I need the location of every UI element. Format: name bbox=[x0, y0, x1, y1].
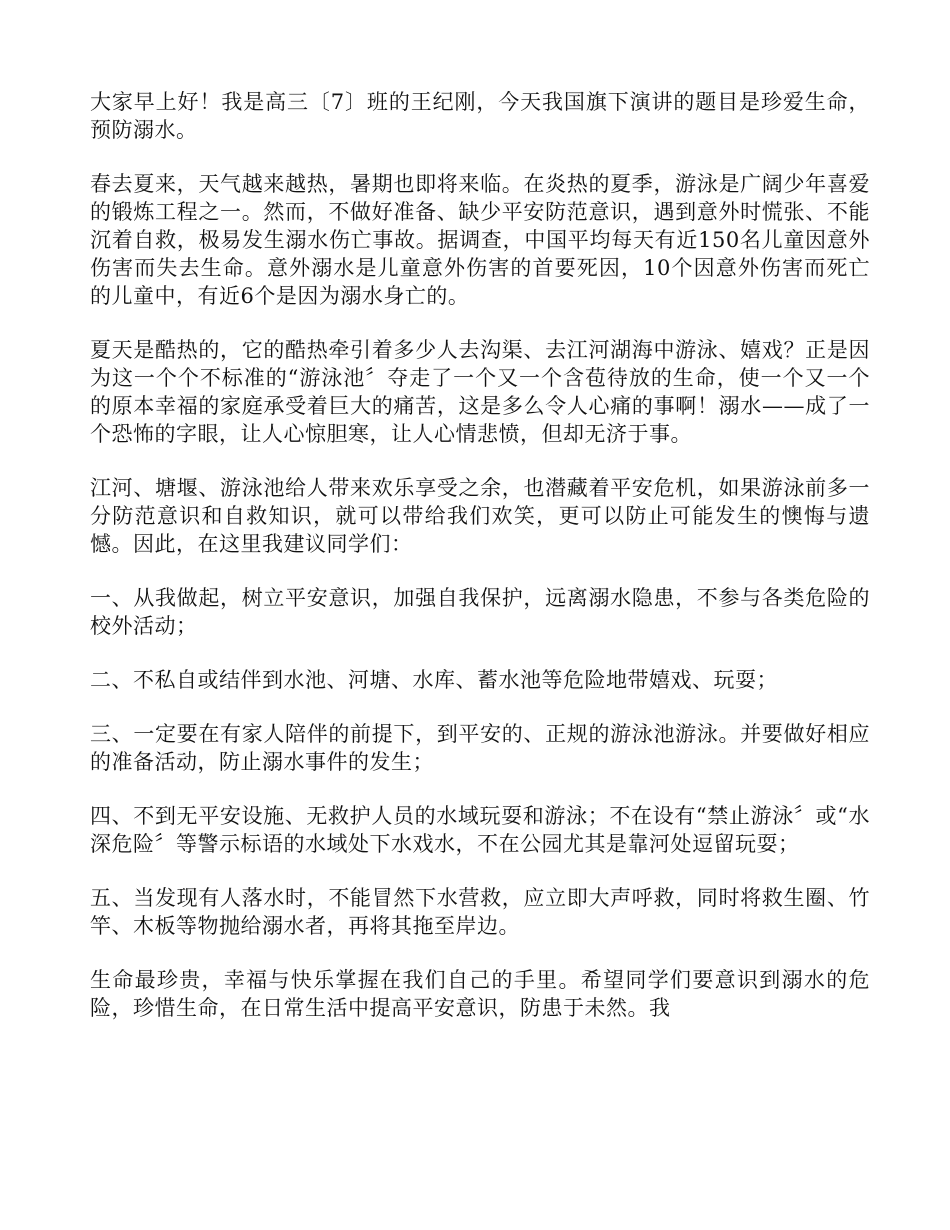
document-body bbox=[90, 88, 870, 1048]
paragraph-summer-danger: 夏天是酷热的，它的酷热牵引着多少人去沟渠、去江河湖海中游泳、嬉戏？正是因为这一个个不标准的“游泳池〞夺走了一个又一个含苞待放的生命，使一个又一个的原本幸福的家庭承受着巨大的痛苦，这是多么令人心痛的事啊！溺水——成了一个恐怖的字眼，让人心惊胆寒，让人心情悲愤，但却无济于事。 bbox=[90, 338, 870, 446]
paragraph-summer-statistics: 春去夏来，天气越来越热，暑期也即将来临。在炎热的夏季，游泳是广阔少年喜爱的锻炼工程之一。然而，不做好准备、缺少平安防范意识，遇到意外时慌张、不能沉着自救，极易发生溺水伤亡事故。据调查，中国平均每天有近150名儿童因意外伤害而失去生命。意外溺水是儿童意外伤害的首要死因，10个因意外伤害而死亡的儿童中，有近6个是因为溺水身亡的。 bbox=[90, 172, 870, 308]
paragraph-suggestion-intro: 江河、塘堰、游泳池给人带来欢乐享受之余，也潜藏着平安危机，如果游泳前多一分防范意识和自救知识，就可以带给我们欢笑，更可以防止可能发生的懊悔与遗憾。因此，在这里我建议同学们： bbox=[90, 476, 870, 556]
paragraph-rule-3: 三、一定要在有家人陪伴的前提下，到平安的、正规的游泳池游泳。并要做好相应的准备活动，防止溺水事件的发生； bbox=[90, 722, 870, 774]
paragraph-rule-4: 四、不到无平安设施、无救护人员的水域玩耍和游泳；不在设有“禁止游泳〞或“水深危险〞等警示标语的水域处下水戏水，不在公园尤其是靠河处逗留玩耍； bbox=[90, 804, 870, 856]
paragraph-rule-1: 一、从我做起，树立平安意识，加强自我保护，远离溺水隐患，不参与各类危险的校外活动； bbox=[90, 586, 870, 638]
paragraph-closing: 生命最珍贵，幸福与快乐掌握在我们自己的手里。希望同学们要意识到溺水的危险，珍惜生命，在日常生活中提高平安意识，防患于未然。我 bbox=[90, 968, 870, 1020]
paragraph-rule-2: 二、不私自或结伴到水池、河塘、水库、蓄水池等危险地带嬉戏、玩耍； bbox=[90, 668, 778, 692]
paragraph-rule-5: 五、当发现有人落水时，不能冒然下水营救，应立即大声呼救，同时将救生圈、竹竿、木板等物抛给溺水者，再将其拖至岸边。 bbox=[90, 886, 870, 938]
paragraph-greeting: 大家早上好！我是高三〔7〕班的王纪刚，今天我国旗下演讲的题目是珍爱生命，预防溺水。 bbox=[90, 90, 870, 142]
